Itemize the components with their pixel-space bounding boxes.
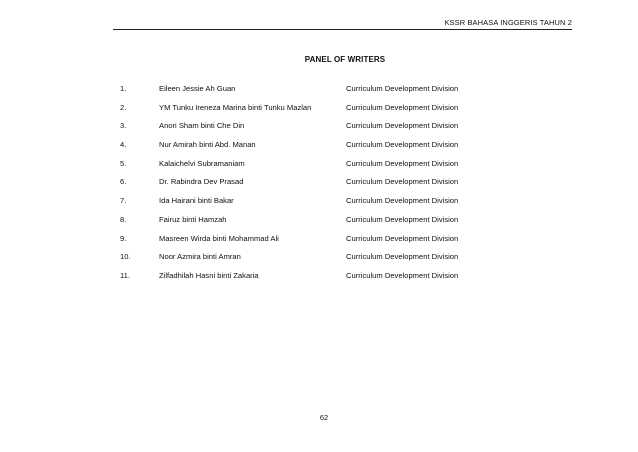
writer-number: 8.: [120, 214, 127, 224]
writer-name: Ida Hairani binti Bakar: [159, 196, 234, 206]
list-item: [0, 103, 638, 122]
writer-number: 5.: [120, 158, 127, 168]
writer-number: 7.: [120, 196, 127, 206]
writer-division: Curriculum Development Division: [346, 177, 459, 187]
writer-division: Curriculum Development Division: [346, 102, 459, 112]
writer-division: Curriculum Development Division: [346, 270, 459, 280]
writer-division: Curriculum Development Division: [346, 252, 459, 262]
writer-name: Dr. Rabindra Dev Prasad: [159, 177, 244, 187]
writer-number: 2.: [120, 102, 127, 112]
writer-division: Curriculum Development Division: [346, 196, 459, 206]
list-item: [0, 271, 638, 290]
writer-name: Zilfadhilah Hasni binti Zakaria: [159, 270, 259, 280]
list-item: [0, 140, 638, 159]
list-item: [0, 234, 638, 253]
writer-division: Curriculum Development Division: [346, 214, 459, 224]
list-item: [0, 177, 638, 196]
header-rule: [113, 29, 572, 30]
list-item: [0, 196, 638, 215]
writer-number: 3.: [120, 121, 127, 131]
page-number: 62: [319, 413, 329, 422]
writers-list: [0, 84, 638, 290]
list-item: [0, 121, 638, 140]
writer-number: 11.: [120, 270, 130, 280]
writer-name: Fairuz binti Hamzah: [159, 214, 227, 224]
writer-division: Curriculum Development Division: [346, 233, 459, 243]
writer-number: 1.: [120, 84, 127, 93]
writer-name: Noor Azmira binti Amran: [159, 252, 241, 262]
writer-number: 9.: [120, 233, 127, 243]
writer-number: 6.: [120, 177, 127, 187]
writer-name: Nur Amirah binti Abd. Manan: [159, 140, 256, 150]
writer-name: YM Tunku Ireneza Marina binti Tunku Mazlan: [159, 102, 312, 112]
running-header: KSSR BAHASA INGGERIS TAHUN 2: [444, 18, 572, 27]
writer-division: Curriculum Development Division: [346, 121, 459, 131]
writer-division: Curriculum Development Division: [346, 158, 459, 168]
writer-name: Anori Sham binti Che Din: [159, 121, 245, 131]
writer-division: Curriculum Development Division: [346, 84, 459, 93]
list-item: [0, 159, 638, 178]
list-item: [0, 84, 638, 103]
writer-number: 10.: [120, 252, 131, 262]
list-item: [0, 252, 638, 271]
writer-name: Eileen Jessie Ah Guan: [159, 84, 236, 93]
writer-division: Curriculum Development Division: [346, 140, 459, 150]
list-item: [0, 215, 638, 234]
writer-number: 4.: [120, 140, 127, 150]
page-title: PANEL OF WRITERS: [304, 55, 386, 64]
writer-name: Masreen Wirda binti Mohammad Ali: [159, 233, 279, 243]
writer-name: Kalaichelvi Subramaniam: [159, 158, 245, 168]
